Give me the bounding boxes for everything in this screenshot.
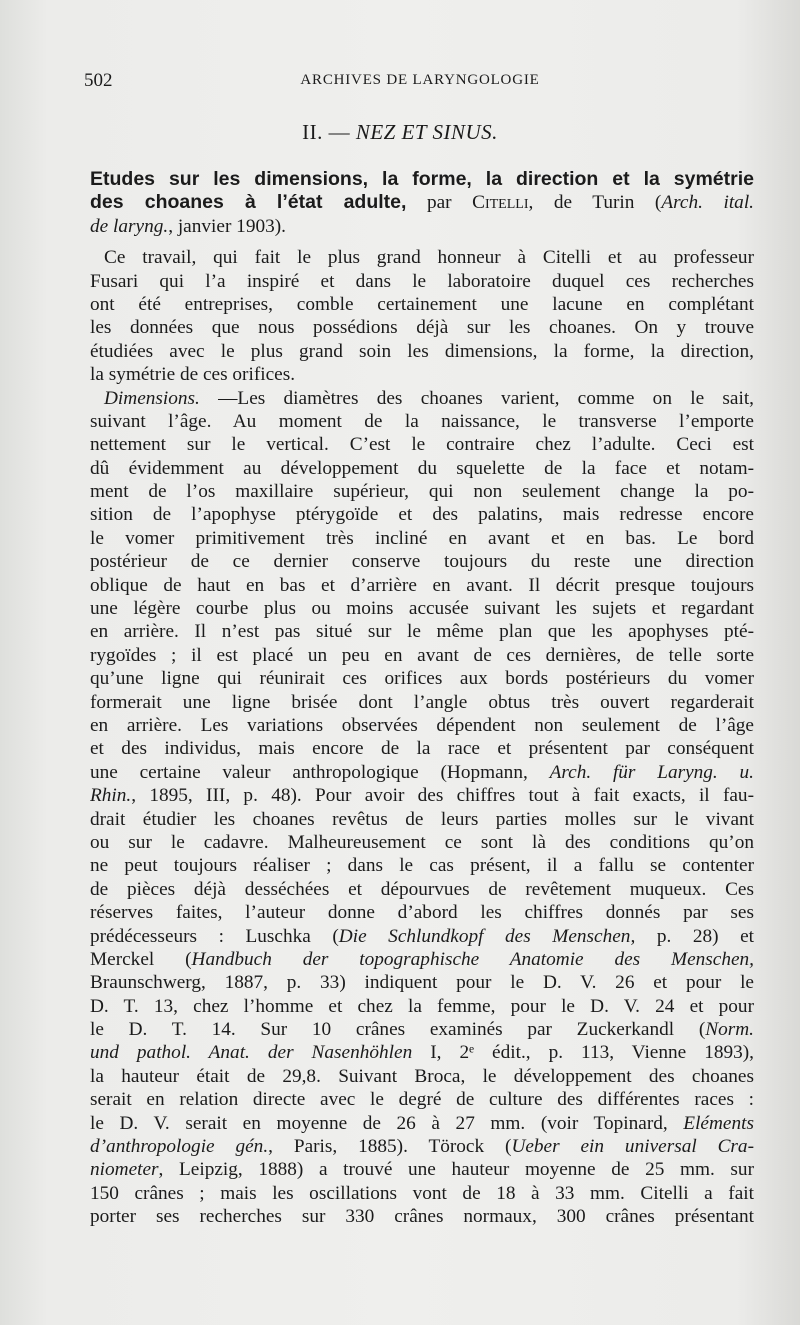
paragraph-line: oblique de haut en bas et d’arrière en avant. Il décrit presque toujours bbox=[90, 574, 754, 596]
paragraph-line: niometer, Leipzig, 1888) a trouvé une hauteur moyenne de 25 mm. sur bbox=[90, 1159, 754, 1181]
paragraph-line: und pathol. Anat. der Nasenhöhlen I, 2ᵉ édit., p. 113, Vienne 1893), bbox=[90, 1042, 754, 1064]
paragraph-line: ont été entreprises, comble certainement une lacune en complétant bbox=[90, 293, 754, 315]
paragraph-line: rygoïdes ; il est placé un peu en avant de ces dernières, de telle sorte bbox=[90, 644, 754, 666]
paragraph-line: et des individus, mais encore de la race et présentent par conséquent bbox=[90, 738, 754, 760]
paragraph-line: Ce travail, qui fait le plus grand honneur à Citelli et au professeur bbox=[104, 247, 754, 269]
paragraph-line: en arrière. Les variations observées dépendent non seulement de l’âge bbox=[90, 714, 754, 736]
paragraph-line: sition de l’apophyse ptérygoïde et des palatins, mais redresse encore bbox=[90, 504, 754, 526]
article-body bbox=[90, 168, 754, 1229]
paragraph-line: prédécesseurs : Luschka (Die Schlundkopf des Menschen, p. 28) et bbox=[90, 925, 754, 947]
paragraph-line: 150 crânes ; mais les oscillations vont de 18 à 33 mm. Citelli a fait bbox=[90, 1182, 754, 1204]
paragraph-line: réserves faites, l’auteur donne d’abord les chiffres donnés par ses bbox=[90, 902, 754, 924]
paragraph-line: Braunschwerg, 1887, p. 33) indiquent pour le D. V. 26 et pour le bbox=[90, 972, 754, 994]
page-header bbox=[84, 70, 756, 98]
section-number: II. — bbox=[302, 120, 351, 144]
paragraph-line: la symétrie de ces orifices. bbox=[90, 364, 296, 386]
article-title-line-2: des choanes à l’état adulte, par Citelli, de Turin (Arch. ital. bbox=[90, 191, 754, 214]
paragraph-line: postérieur de ce dernier conserve toujours du reste une direction bbox=[90, 551, 754, 573]
paragraph-line: le vomer primitivement très incliné en avant et en bas. Le bord bbox=[90, 527, 754, 549]
paragraph-line: d’anthropologie gén., Paris, 1885). Törock (Ueber ein universal Cra- bbox=[90, 1136, 754, 1158]
paragraph-line: Merckel (Handbuch der topographische Anatomie des Menschen, bbox=[90, 948, 754, 970]
paragraph-line: dû évidemment au développement du squelette de la face et notam- bbox=[90, 457, 754, 479]
paragraph-line: drait étudier les choanes revêtus de leurs parties molles sur le vivant bbox=[90, 808, 754, 830]
article-title-line-3: de laryng., janvier 1903). bbox=[90, 215, 286, 237]
paragraph-line: une légère courbe plus ou moins accusée suivant les sujets et regardant bbox=[90, 598, 754, 620]
page-number: 502 bbox=[84, 70, 113, 91]
paragraph-line: étudiées avec le plus grand soin les dimensions, la forme, la direction, bbox=[90, 340, 754, 362]
paragraph-line: le D. T. 14. Sur 10 crânes examinés par Zuckerkandl (Norm. bbox=[90, 1019, 754, 1041]
author-name: Citelli bbox=[472, 192, 529, 214]
paragraph-line: la hauteur était de 29,8. Suivant Broca, le développement des choanes bbox=[90, 1065, 754, 1087]
paragraph-line: en arrière. Il n’est pas situé sur le même plan que les apophyses pté- bbox=[90, 621, 754, 643]
paragraph-line: Dimensions. —Les diamètres des choanes varient, comme on le sait, bbox=[104, 387, 754, 409]
paragraph-line: formerait une ligne brisée dont l’angle obtus très ouvert regarderait bbox=[90, 691, 754, 713]
paragraph-line: Rhin., 1895, III, p. 48). Pour avoir des chiffres tout à fait exacts, il fau- bbox=[90, 785, 754, 807]
paragraph-line: les données que nous possédions déjà sur les choanes. On y trouve bbox=[90, 317, 754, 339]
running-title: ARCHIVES DE LARYNGOLOGIE bbox=[300, 72, 540, 88]
paragraph-line: de pièces déjà desséchées et dépourvues de revêtement muqueux. Ces bbox=[90, 878, 754, 900]
paragraph-line: Fusari qui l’a inspiré et dans le laboratoire duquel ces recherches bbox=[90, 270, 754, 292]
paragraph-line: ne peut toujours réaliser ; dans le cas présent, il a fallu se contenter bbox=[90, 855, 754, 877]
paragraph-line: ou sur le cadavre. Malheureusement ce sont là des conditions qu’on bbox=[90, 831, 754, 853]
paragraph-line: ment de l’os maxillaire supérieur, qui non seulement change la po- bbox=[90, 481, 754, 503]
section-title: NEZ ET SINUS. bbox=[355, 120, 498, 144]
dimensions-heading: Dimensions. bbox=[104, 387, 200, 409]
paragraph-line: nettement sur le vertical. C’est le contraire chez l’adulte. Ceci est bbox=[90, 434, 754, 456]
section-heading bbox=[0, 120, 800, 145]
paragraph-line: le D. V. serait en moyenne de 26 à 27 mm. (voir Topinard, Eléments bbox=[90, 1112, 754, 1134]
paragraph-line: D. T. 13, chez l’homme et chez la femme, pour le D. V. 24 et pour bbox=[90, 995, 754, 1017]
paragraph-line: serait en relation directe avec le degré de culture des différentes races : bbox=[90, 1089, 754, 1111]
paragraph-line: qu’une ligne qui réunirait ces orifices aux bords postérieurs du vomer bbox=[90, 668, 754, 690]
paragraph-line: une certaine valeur anthropologique (Hopmann, Arch. für Laryng. u. bbox=[90, 761, 754, 783]
article-title-line-1: Etudes sur les dimensions, la forme, la direction et la symétrie bbox=[90, 168, 754, 190]
paragraph-line: suivant l’âge. Au moment de la naissance, le transverse l’emporte bbox=[90, 410, 754, 432]
paragraph-line: porter ses recherches sur 330 crânes normaux, 300 crânes présentant bbox=[90, 1206, 754, 1228]
